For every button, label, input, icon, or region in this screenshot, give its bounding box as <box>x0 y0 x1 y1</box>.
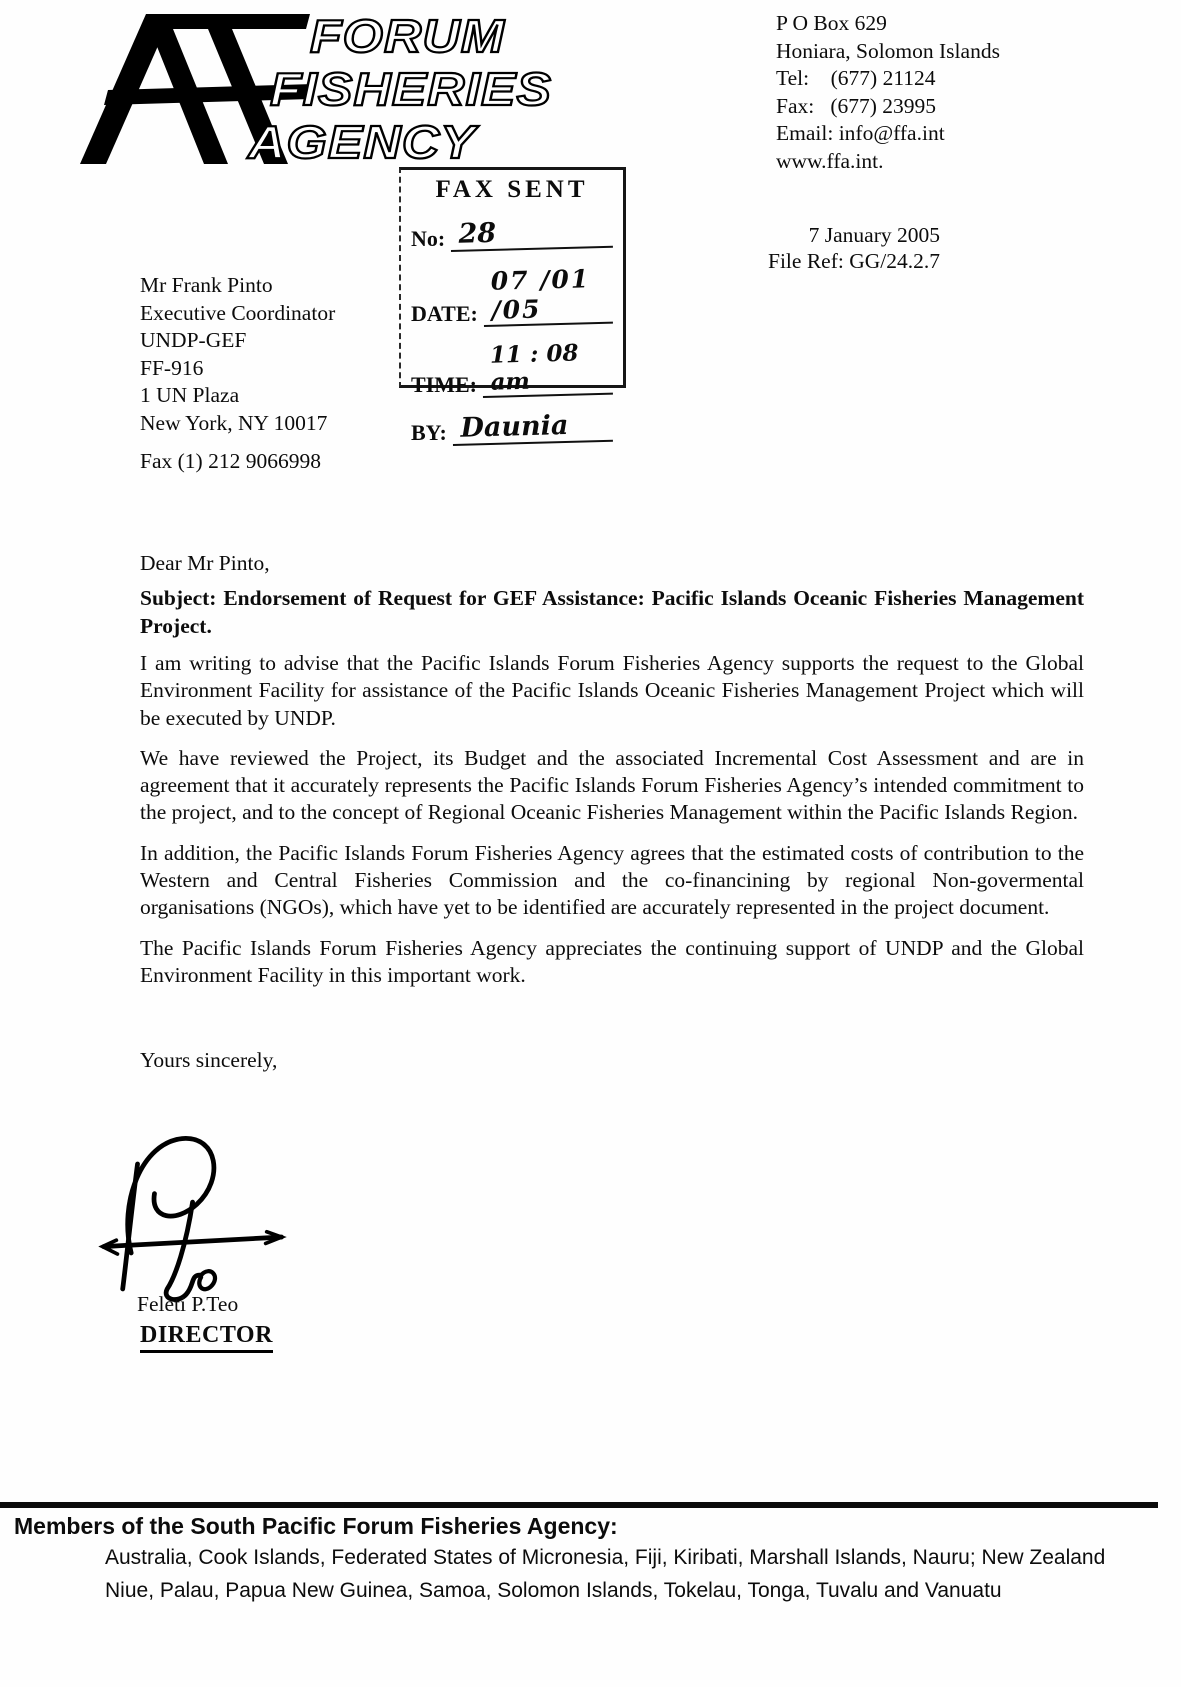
contact-website: www.ffa.int. <box>776 148 884 173</box>
fax-time-label: TIME: <box>411 372 477 397</box>
footer-members-line1: Australia, Cook Islands, Federated States of Micronesia, Fiji, Kiribati, Marshall Islands, Nauru; New Zealand <box>105 1546 1106 1569</box>
recipient-room: FF-916 <box>140 355 204 380</box>
salutation: Dear Mr Pinto, <box>140 551 270 575</box>
fax-no-label: No: <box>411 226 446 251</box>
fax-no-value: 28 <box>450 215 613 252</box>
subject-label: Subject: <box>140 586 224 610</box>
fax-sent-stamp <box>399 167 626 445</box>
paragraph-3: In addition, the Pacific Islands Forum Fisheries Agency agrees that the estimated costs of contribution to the Western and Central Fisheries Commission and the co-financining by regional Non-govermental organisations (NGOs), which have yet to be identified are accurately represented in the project document. <box>140 840 1084 920</box>
ffa-logo <box>58 6 558 166</box>
recipient-city: New York, NY 10017 <box>140 410 328 435</box>
signatory-title: DIRECTOR <box>140 1322 273 1353</box>
contact-tel: Tel: (677) 21124 <box>776 66 936 90</box>
fax-stamp-by-row <box>411 409 613 446</box>
date-block <box>700 222 940 274</box>
paragraph-2: We have reviewed the Project, its Budget and the associated Incremental Cost Assessment and are in agreement that it accurately represents the Pacific Islands Forum Fisheries Agency’s intended commitment to the project, and to the concept of Regional Oceanic Fisheries Management within the Pacific Islands Region. <box>140 745 1084 825</box>
contact-fax: Fax: (677) 23995 <box>776 93 937 118</box>
recipient-name: Mr Frank Pinto <box>140 273 273 297</box>
signature-scribble-icon <box>95 1128 305 1308</box>
contact-po-box: P O Box 629 <box>776 11 887 35</box>
fax-stamp-no-row <box>411 219 613 252</box>
fax-stamp-date-row <box>411 264 613 327</box>
file-ref: File Ref: GG/24.2.7 <box>768 249 940 273</box>
signatory-name: Feleti P.Teo <box>137 1292 239 1316</box>
fax-time-value: 11 : 08 am <box>482 339 613 398</box>
fax-by-label: BY: <box>411 420 447 445</box>
paragraph-4: The Pacific Islands Forum Fisheries Agency appreciates the continuing support of UNDP and the Global Environment Facility in this important work. <box>140 935 1084 987</box>
fax-by-signature: Daunia <box>452 409 613 446</box>
recipient-street: 1 UN Plaza <box>140 383 240 407</box>
contact-email: Email: info@ffa.int <box>776 121 945 145</box>
subject-line <box>140 585 1084 640</box>
paragraph-1: I am writing to advise that the Pacific Islands Forum Fisheries Agency supports the request to the Global Environment Facility for assistance of the Pacific Islands Oceanic Fisheries Management Project which will be executed by UNDP. <box>140 651 1084 730</box>
footer-members-line2: Niue, Palau, Papua New Guinea, Samoa, Solomon Islands, Tokelau, Tonga, Tuvalu and Vanuatu <box>105 1579 1002 1602</box>
logo-word-fisheries: FISHERIES <box>270 63 552 115</box>
recipient-org: UNDP-GEF <box>140 328 247 352</box>
recipient-fax-number: Fax (1) 212 9066998 <box>140 449 321 473</box>
fax-stamp-title: FAX SENT <box>435 176 589 203</box>
subject-text: Endorsement of Request for GEF Assistance: Pacific Islands Oceanic Fisheries Management Project. <box>140 586 1084 638</box>
fax-date-value: 07 /01 /05 <box>482 264 613 327</box>
recipient-title: Executive Coordinator <box>140 300 336 325</box>
recipient-address <box>140 272 335 437</box>
letter-date: 7 January 2005 <box>808 223 940 247</box>
closing: Yours sincerely, <box>140 1048 278 1072</box>
fax-stamp-time-row <box>411 339 613 398</box>
footer-heading: Members of the South Pacific Forum Fisheries Agency: <box>14 1513 618 1539</box>
fax-date-label: DATE: <box>411 301 478 326</box>
letter-body <box>140 650 1084 1002</box>
logo-word-forum: FORUM <box>310 10 506 62</box>
footer-divider <box>0 1502 1158 1508</box>
logo-word-agency: AGENCY <box>246 116 480 166</box>
contact-city: Honiara, Solomon Islands <box>776 38 1000 63</box>
letterhead-contact-block <box>776 10 1000 175</box>
